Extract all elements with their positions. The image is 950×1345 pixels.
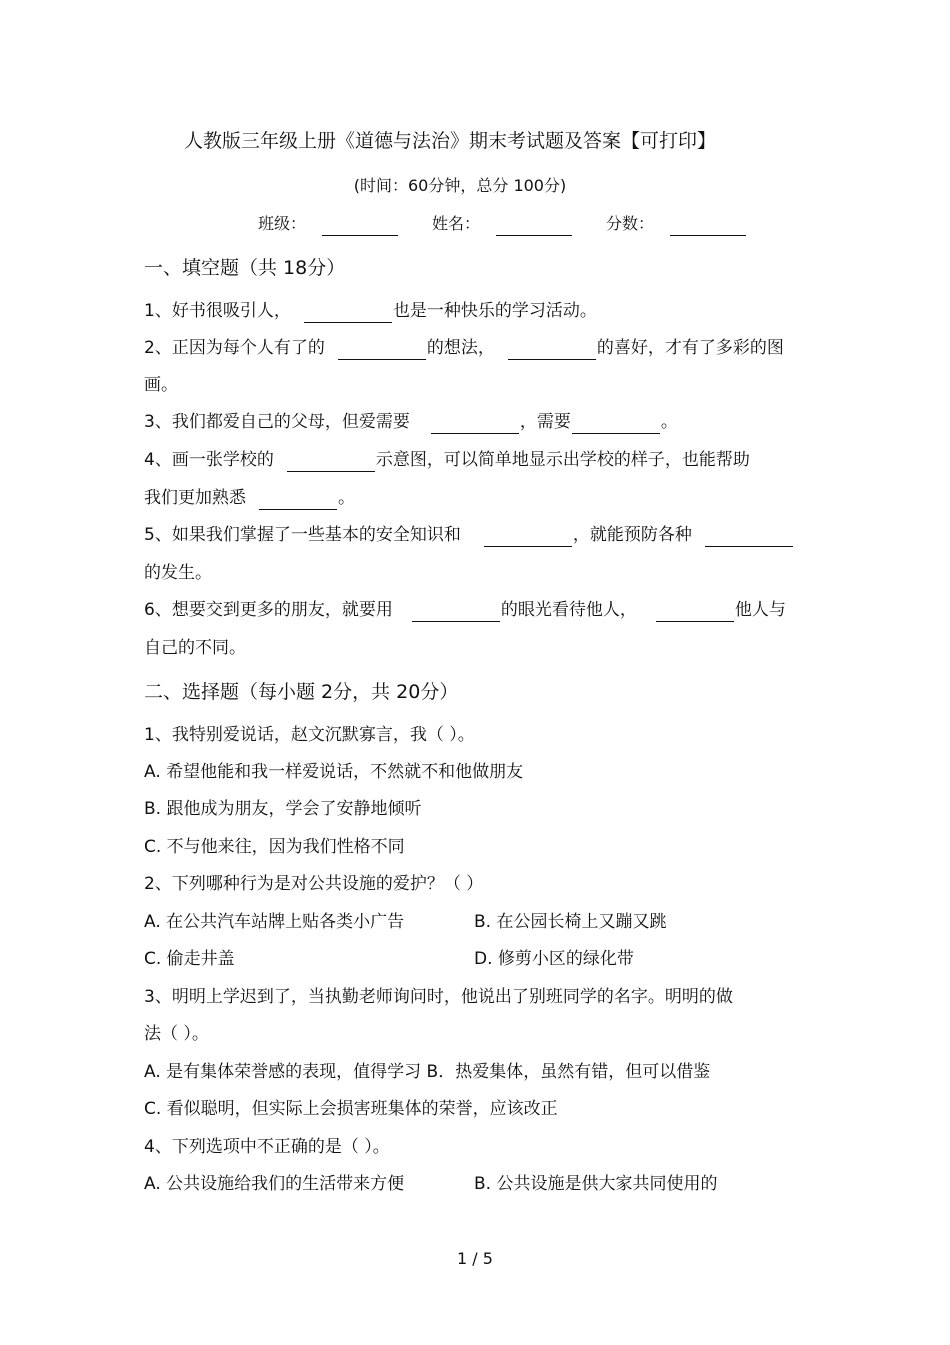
answer-blank xyxy=(431,415,519,434)
fill-question-1 xyxy=(144,299,597,323)
choice-option-2c: C. 偷走井盖 xyxy=(144,949,235,969)
choice-option-1c: C. 不与他来往，因为我们性格不同 xyxy=(144,837,405,857)
student-info-row xyxy=(0,212,950,238)
fill-question-4 xyxy=(144,448,750,472)
score-field xyxy=(606,212,746,236)
answer-blank xyxy=(484,528,572,547)
choice-option-4a: A. 公共设施给我们的生活带来方便 xyxy=(144,1174,405,1194)
question-text: 他人与 xyxy=(734,600,786,620)
fill-question-5 xyxy=(144,523,794,547)
choice-question-1: 1、我特别爱说话，赵文沉默寡言，我（ ）。 xyxy=(144,725,475,745)
name-blank xyxy=(496,217,572,236)
class-blank xyxy=(322,217,398,236)
answer-blank xyxy=(338,341,426,360)
question-text: ，就能预防各种 xyxy=(572,525,692,545)
answer-blank xyxy=(412,603,500,622)
question-text: ，需要 xyxy=(519,412,571,432)
answer-blank xyxy=(705,528,793,547)
choice-question-3: 3、明明上学迟到了，当执勤老师询问时，他说出了别班同学的名字。明明的做 xyxy=(144,987,733,1007)
class-field xyxy=(258,212,398,236)
choice-option-3c: C. 看似聪明，但实际上会损害班集体的荣誉，应该改正 xyxy=(144,1099,558,1119)
question-text: 的眼光看待他人， xyxy=(500,600,637,620)
page-title: 人教版三年级上册《道德与法治》期末考试题及答案【可打印】 xyxy=(183,130,716,152)
class-label: 班级： xyxy=(258,214,307,233)
answer-blank xyxy=(304,304,392,323)
choice-question-3-cont: 法（ ）。 xyxy=(144,1024,209,1044)
exam-subtitle: (时间：60分钟，总分 100分) xyxy=(353,176,567,195)
question-text: 2、正因为每个人有了的 xyxy=(144,338,325,358)
fill-question-5-cont: 的发生。 xyxy=(144,563,212,583)
page-number: 1 / 5 xyxy=(457,1249,493,1268)
choice-question-4: 4、下列选项中不正确的是（ ）。 xyxy=(144,1137,390,1157)
question-text: 示意图，可以简单地显示出学校的样子，也能帮助 xyxy=(375,450,750,470)
name-field xyxy=(432,212,572,236)
choice-question-2: 2、下列哪种行为是对公共设施的爱护？（ ） xyxy=(144,874,484,894)
question-text: 1、好书很吸引人， xyxy=(144,301,291,321)
question-text: 也是一种快乐的学习活动。 xyxy=(392,301,597,321)
fill-question-2 xyxy=(144,336,784,360)
question-text: 的想法， xyxy=(426,338,495,358)
answer-blank xyxy=(656,603,734,622)
question-text: 3、我们都爱自己的父母，但爱需要 xyxy=(144,412,410,432)
choice-option-1a: A. 希望他能和我一样爱说话，不然就不和他做朋友 xyxy=(144,762,524,782)
choice-option-2d: D. 修剪小区的绿化带 xyxy=(474,949,634,969)
choice-option-1b: B. 跟他成为朋友，学会了安静地倾听 xyxy=(144,799,422,819)
answer-blank xyxy=(508,341,596,360)
section-fill-in-heading: 一、填空题（共 18分） xyxy=(144,257,346,279)
fill-question-6-cont: 自己的不同。 xyxy=(144,638,246,658)
answer-blank xyxy=(572,415,660,434)
section-choice-heading: 二、选择题（每小题 2分，共 20分） xyxy=(144,681,459,703)
question-text: 4、画一张学校的 xyxy=(144,450,274,470)
question-text: 我们更加熟悉 xyxy=(144,488,246,508)
question-text: 5、如果我们掌握了一些基本的安全知识和 xyxy=(144,525,461,545)
fill-question-3 xyxy=(144,410,678,434)
fill-question-2-cont: 画。 xyxy=(144,375,178,395)
question-text: 6、想要交到更多的朋友，就要用 xyxy=(144,600,393,620)
question-text: 。 xyxy=(338,488,355,508)
choice-option-2a: A. 在公共汽车站牌上贴各类小广告 xyxy=(144,912,405,932)
answer-blank xyxy=(287,453,375,472)
question-text: 。 xyxy=(660,412,678,432)
choice-option-4b: B. 公共设施是供大家共同使用的 xyxy=(474,1174,718,1194)
question-text: 的喜好，才有了多彩的图 xyxy=(596,338,784,358)
choice-option-2b: B. 在公园长椅上又蹦又跳 xyxy=(474,912,667,932)
answer-blank xyxy=(259,491,337,510)
name-label: 姓名： xyxy=(432,214,481,233)
fill-question-4-cont xyxy=(144,486,355,510)
score-blank xyxy=(670,217,746,236)
choice-option-3ab: A. 是有集体荣誉感的表现，值得学习 B．热爱集体，虽然有错，但可以借鉴 xyxy=(144,1062,711,1082)
fill-question-6 xyxy=(144,598,786,622)
score-label: 分数： xyxy=(606,214,655,233)
